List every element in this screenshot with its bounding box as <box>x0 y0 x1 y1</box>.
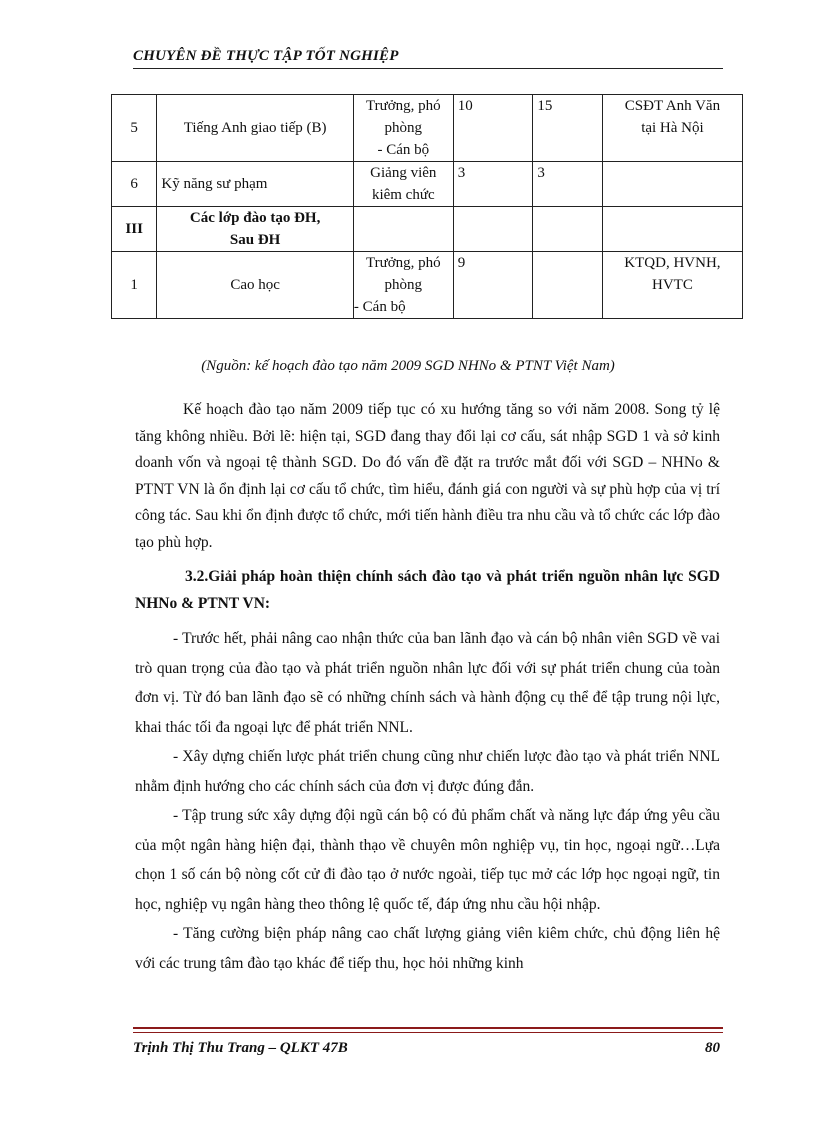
solution-list <box>135 624 720 978</box>
list-item: - Xây dựng chiến lược phát triển chung cũng như chiến lược đào tạo và phát triển NNL nhằm định hướng cho các chính sách của đơn vị được đúng đắn. <box>135 748 720 795</box>
body-paragraph: Kế hoạch đào tạo năm 2009 tiếp tục có xu hướng tăng so với năm 2008. Song tỷ lệ tăng không nhiều. Bởi lẽ: hiện tại, SGD đang thay đổi lại cơ cấu, sát nhập SGD 1 và sở kinh doanh vốn và ngoại tệ thành SGD. Do đó vấn đề đặt ra trước mắt đối với SGD – NHNo & PTNT VN là ổn định lại cơ cấu tổ chức, tìm hiểu, đánh giá con người và sự phù hợp của vị trí công tác. Sau khi ổn định được tổ chức, mới tiến hành điều tra nhu cầu và tổ chức các lớp đào tạo phù hợp. <box>135 401 720 551</box>
footer-author: Trịnh Thị Thu Trang – QLKT 47B <box>133 1040 348 1056</box>
training-plan-table <box>111 94 743 319</box>
count-1: 10 <box>453 95 533 162</box>
course-name: Cao học <box>157 252 354 319</box>
list-item: - Trước hết, phải nâng cao nhận thức của ban lãnh đạo và cán bộ nhân viên SGD về vai trò quan trọng của đào tạo và phát triển nguồn nhân lực đối với sự phát triển chung của toàn đơn vị. Từ đó ban lãnh đạo sẽ có những chính sách và hành động cụ thể để tập trung nội lực, khai thác tối đa ngoại lực để phát triển NNL. <box>135 630 720 736</box>
list-item: - Tăng cường biện pháp nâng cao chất lượng giảng viên kiêm chức, chủ động liên hệ với các trung tâm đào tạo khác để tiếp thu, học hỏi những kinh <box>135 925 720 972</box>
count-2: 3 <box>533 162 603 207</box>
header-rule <box>133 68 723 69</box>
footer-rule <box>133 1032 723 1033</box>
count-1: 9 <box>453 252 533 319</box>
table-row <box>112 252 743 319</box>
running-header: CHUYÊN ĐỀ THỰC TẬP TỐT NGHIỆP <box>133 48 399 64</box>
count-2 <box>533 252 603 319</box>
page-number: 80 <box>705 1040 720 1056</box>
target-audience: Trưởng, phó phòng - Cán bộ <box>353 252 453 319</box>
count-1: 3 <box>453 162 533 207</box>
row-stt: 1 <box>112 252 157 319</box>
course-name: Tiếng Anh giao tiếp (B) <box>157 95 354 162</box>
target-audience: Trưởng, phó phòng - Cán bộ <box>353 95 453 162</box>
row-stt: 6 <box>112 162 157 207</box>
section-heading: 3.2.Giải pháp hoàn thiện chính sách đào tạo và phát triển nguồn nhân lực SGD NHNo & PTNT VN: <box>135 568 720 612</box>
target-audience: Giảng viên kiêm chức <box>353 162 453 207</box>
table-row <box>112 162 743 207</box>
row-stt: III <box>112 207 157 252</box>
section-title: Các lớp đào tạo ĐH, Sau ĐH <box>157 207 354 252</box>
training-place: CSĐT Anh Văn tại Hà Nội <box>602 95 742 162</box>
table-section-row <box>112 207 743 252</box>
training-place <box>602 162 742 207</box>
list-item: - Tập trung sức xây dựng đội ngũ cán bộ có đủ phẩm chất và năng lực đáp ứng yêu cầu của một ngân hàng hiện đại, thành thạo về chuyên môn nghiệp vụ, tin học, ngoại ngữ…Lựa chọn 1 số cán bộ nòng cốt cử đi đào tạo ở nước ngoài, tiếp tục mở các lớp học ngoại ngữ, tin học, nghiệp vụ ngân hàng theo thông lệ quốc tế, đáp ứng nhu cầu hội nhập. <box>135 807 720 913</box>
count-2: 15 <box>533 95 603 162</box>
table-row <box>112 95 743 162</box>
course-name: Kỹ năng sư phạm <box>157 162 354 207</box>
training-place: KTQD, HVNH, HVTC <box>602 252 742 319</box>
footer-rule <box>133 1027 723 1029</box>
row-stt: 5 <box>112 95 157 162</box>
table-source-note: (Nguồn: kế hoạch đào tạo năm 2009 SGD NHNo & PTNT Việt Nam) <box>201 358 615 374</box>
